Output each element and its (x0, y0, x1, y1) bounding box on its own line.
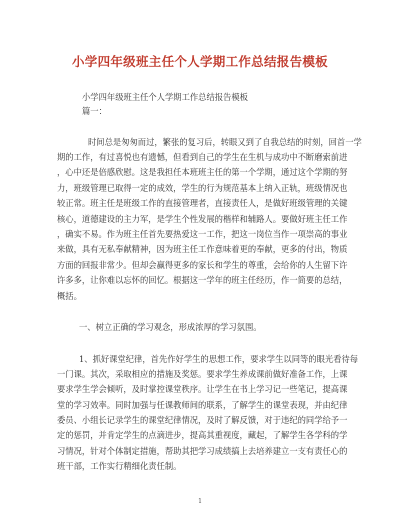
paragraph-line: 力，班级管理已取得一定的成效，学生的行为规范基本上纳入正轨，班级情况也 (57, 183, 348, 193)
paragraph-line: 概括。 (57, 291, 82, 301)
paragraph-line: 要求学生学会倾听，及时掌控课堂秩序。让学生在书上学习记一些笔记，提高课 (57, 384, 348, 394)
paragraph-line: ，确实不易。作为班主任首先要热爱这一工作，把这一岗位当作一项崇高的事业 (57, 229, 348, 239)
paragraph-line: 班干部，工作实行精细化责任制。 (57, 461, 182, 471)
paragraph-line: 定的惩罚，并肯定学生的点滴进步，提高其重视度，藏起，了解学生各学科的学 (57, 430, 348, 440)
part-label: 篇一： (82, 106, 107, 116)
paragraph-line: ，心中还是倍感欣慰。这是我担任本班班主任的第一个学期，通过这个学期的努 (57, 167, 348, 177)
paragraph-line: 核心，道德建设的主力军，是学生个性发展的楷样和辅路人。要做好班主任工作 (57, 214, 348, 224)
paragraph-line: 方面的回报非常少。但却会赢得更多的家长和学生的尊重，会给你的人生留下许 (57, 260, 348, 270)
document-title: 小学四年级班主任个人学期工作总结报告模板 (71, 54, 328, 69)
paragraph-line: 来做，具有无私奉献精神，因为班主任工作意味着更的奉献，更多的付出，物质 (57, 244, 348, 254)
paragraph-line: 堂的学习效率。同时加强与任课教师间的联系，了解学生的课堂表现，并由纪律 (57, 400, 348, 410)
paragraph-line: 1、抓好课堂纪律，首先作好学生的思想工作，要求学生以同等的眼光看待每 (79, 354, 359, 364)
paragraph-line: 时间总是匆匆而过，繁张的复习后，转眼又到了自我总结的时刻，回首一学 (88, 137, 362, 147)
paragraph-line: 许多多，让你难以忘怀的回忆。根据这一学年的班主任经历，作一简要的总结， (57, 275, 348, 285)
paragraph-line: 期的工作，有过喜悦也有遗憾，但看到自己的学生在生机与成功中不断磨索前进 (57, 152, 348, 162)
paragraph-line: 一门课。其次，采取相应的措施及奖惩。要求学生养成课前做好准备工作，上课 (57, 369, 348, 379)
paragraph-line: 委员、小组长记录学生的课堂纪律情况，及时了解反馈，对于违纪的同学给予一 (57, 415, 348, 425)
paragraph-line: 较正常。班主任是班级工作的直接管理者，直接责任人，是做好班级管理的关键 (57, 198, 348, 208)
section-heading: 一、树立正确的学习观念，形成浓厚的学习氛围。 (79, 322, 262, 332)
paragraph-line: 习情况，针对个体制定措施，帮助其把学习成绩搞上去培养建立一支有责任心的 (57, 446, 348, 456)
document-subtitle: 小学四年级班主任个人学期工作总结报告模板 (82, 92, 248, 102)
page-number: 1 (198, 498, 202, 505)
